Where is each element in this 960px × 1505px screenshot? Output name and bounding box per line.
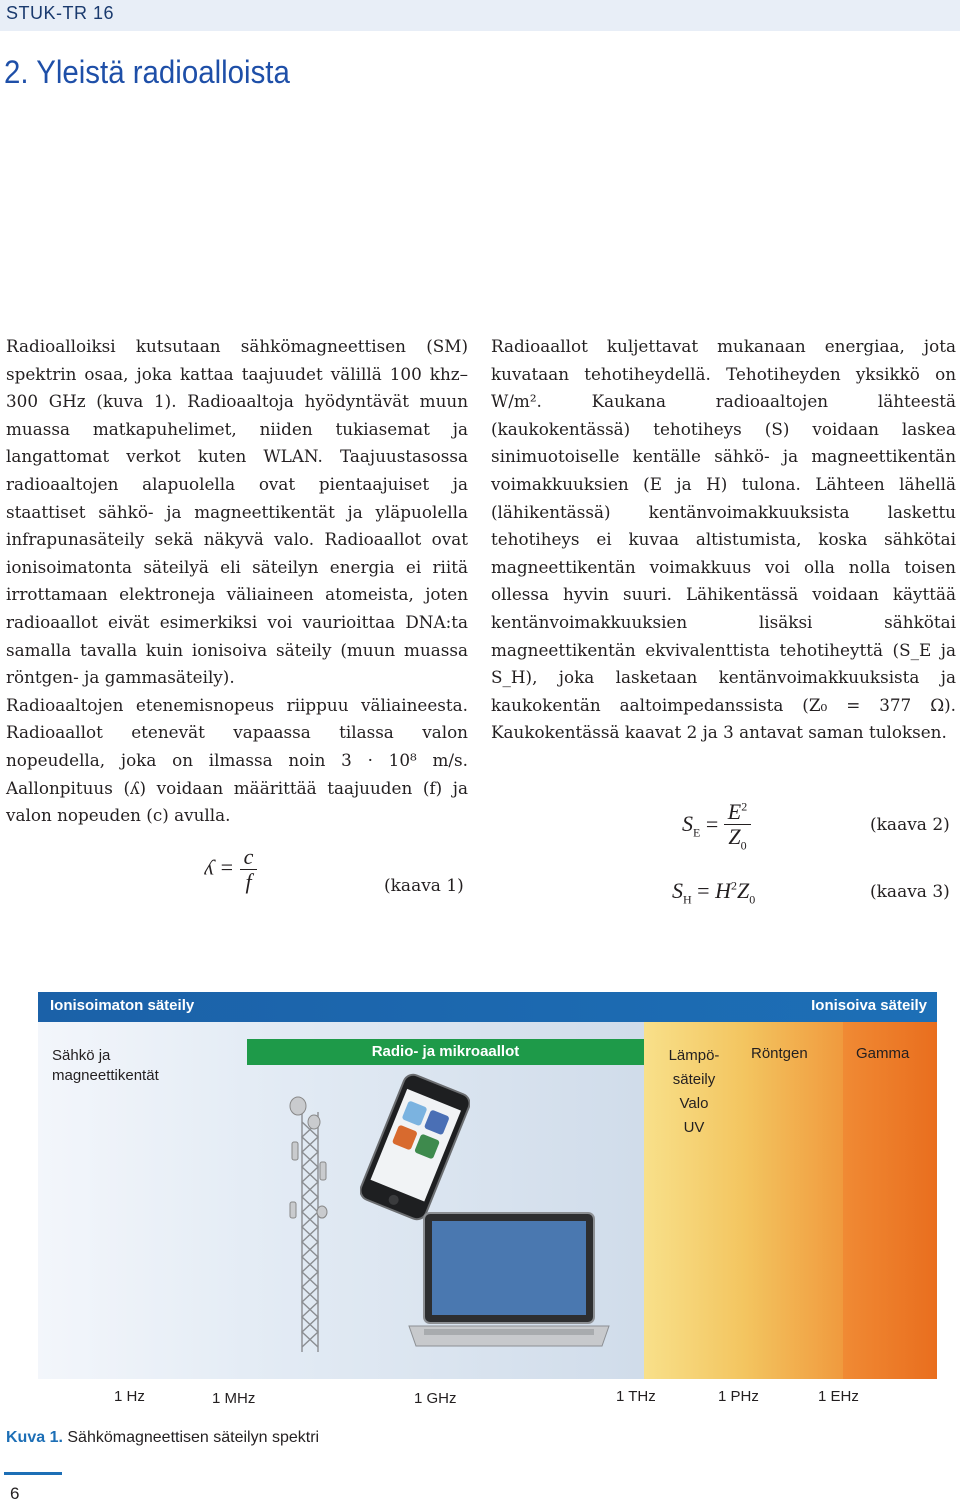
formula-3 [672, 878, 755, 907]
formula-1 [204, 845, 257, 894]
formula-2-eq: = [705, 811, 719, 837]
cell-tower-icon [280, 1092, 340, 1352]
formula-2-fraction [724, 800, 751, 853]
formula-1-label: (kaava 1) [384, 876, 464, 896]
freq-label-1mhz: 1 MHz [212, 1390, 256, 1407]
footer-rule [4, 1472, 62, 1475]
caption-text: Sähkömagneettisen säteilyn spektri [67, 1429, 320, 1446]
formula-3-eq: = [697, 878, 710, 903]
header-bar [0, 0, 960, 31]
formula-1-lhs: ʎ = [204, 854, 235, 880]
freq-label-1ghz: 1 GHz [414, 1390, 457, 1407]
formula-2-e-sup: 2 [741, 799, 748, 814]
ionizing-label: Ionisoiva säteily [811, 997, 927, 1014]
spectrum-figure [38, 992, 937, 1379]
right-paragraph-1: Radioaallot kuljettavat mukanaan energiaa, jota kuvataan tehotiheydellä. Tehotiheyden yksikkö on W/m². Kaukana radioaaltojen lähteestä (kaukokentässä) tehotiheys (S) voidaan laskea sinimuotoiselle kentälle sähkö- ja magneettikentän voimakkuuksien (E ja H) tulona. Lähteen lähellä (lähikentässä) kentänvoimakkuuksista laskettu tehotiheys ei kuvaa altistumista, koska sähkötai magneettikentän voimakkuus voi olla nolla toisen ollessa hyvin suuri. Lähikentässä voidaan käyttää kentänvoimakkuuksien lisäksi sähkötai magneettikentän ekvivalenttista tehotiheyttä (S_E ja S_H), joka lasketaan kentänvoimakkuuksista ja kaukokentän aaltoimpedanssista (Z₀ = 377 Ω). Kaukokentässä kaavat 2 ja 3 antavat saman tuloksen. [491, 336, 956, 743]
formula-3-h-sup: 2 [730, 878, 737, 893]
formula-2-label: (kaava 2) [870, 815, 950, 835]
formula-1-numerator: c [240, 845, 258, 870]
formula-2 [682, 800, 751, 853]
formula-3-z: Z [736, 878, 750, 903]
formula-3-h: H [715, 878, 731, 903]
band-xray [744, 1022, 843, 1379]
laptop-icon [404, 1208, 614, 1353]
xray-label: Röntgen [751, 1045, 808, 1062]
freq-label-1thz: 1 THz [616, 1388, 656, 1405]
page-number: 6 [10, 1484, 20, 1503]
left-column [6, 333, 468, 830]
figure-caption [6, 1429, 319, 1447]
formula-3-s-sub: H [683, 892, 692, 907]
radio-microwave-label: Radio- ja mikroaallot [247, 1039, 644, 1065]
formula-3-s: S [672, 878, 683, 903]
formula-2-denominator [724, 825, 750, 853]
freq-label-1ehz: 1 EHz [818, 1388, 859, 1405]
section-title: 2. Yleistä radioalloista [4, 54, 290, 90]
formula-1-denominator: f [245, 869, 252, 895]
caption-label: Kuva 1. [6, 1429, 63, 1446]
smartphone-icon [360, 1072, 470, 1222]
left-paragraph-2: Radioaaltojen etenemisnopeus riippuu väliaineesta. Radioaallot etenevät vapaassa tilassa valon nopeudella, joka on ilmassa noin 3 · 10⁸ m/s. Aallonpituus (ʎ) voidaan määrittää taajuuden (f) ja valon nopeuden (c) avulla. [6, 694, 468, 826]
formula-2-numerator [724, 800, 751, 825]
left-paragraph-1: Radioalloiksi kutsutaan sähkömagneettisen (SM) spektrin osaa, joka kattaa taajuudet välillä 100 khz–300 GHz (kuva 1). Radioaaltoja hyödyntävät muun muassa matkapuhelimet, niiden tukiasemat ja langattomat verkot kuten WLAN. Taajuustasossa radioaaltojen alapuolella ovat pientaajuiset ja staattiset sähkö- ja magneettikentät ja yläpuolella infrapunasäteily sekä näkyvä valo. Radioaallot ovat ionisoimatonta säteilyä eli säteilyn energia ei riitä irrottamaan elektroneja väliaineen atomeista, joten radioaallot eivät esimerkiksi voi vaurioittaa DNA:ta samalla tavalla kuin ionisoiva säteily (muun muassa röntgen- ja gammasäteily). [6, 336, 468, 688]
thermal-light-uv-label: Lämpö- säteily Valo UV [668, 1047, 720, 1136]
freq-label-1hz: 1 Hz [114, 1388, 145, 1405]
formula-2-s: S [682, 811, 693, 837]
static-fields-label: Sähkö ja magneettikentät [52, 1047, 159, 1084]
gamma-label: Gamma [856, 1045, 910, 1062]
band-gamma [843, 1022, 937, 1379]
document-id: STUK-TR 16 [6, 3, 115, 23]
formula-2-lhs [682, 811, 701, 840]
right-column [491, 333, 956, 747]
formula-3-z-sub: 0 [749, 892, 756, 907]
freq-label-1phz: 1 PHz [718, 1388, 759, 1405]
formula-1-fraction [240, 845, 258, 894]
non-ionizing-label: Ionisoimaton säteily [50, 997, 195, 1014]
formula-2-z: Z [728, 824, 741, 850]
formula-2-e: E [727, 799, 742, 824]
radiation-type-header [38, 992, 937, 1022]
formula-2-z-sub: 0 [740, 838, 747, 853]
formula-2-s-sub: E [693, 825, 701, 840]
formula-3-label: (kaava 3) [870, 882, 950, 902]
